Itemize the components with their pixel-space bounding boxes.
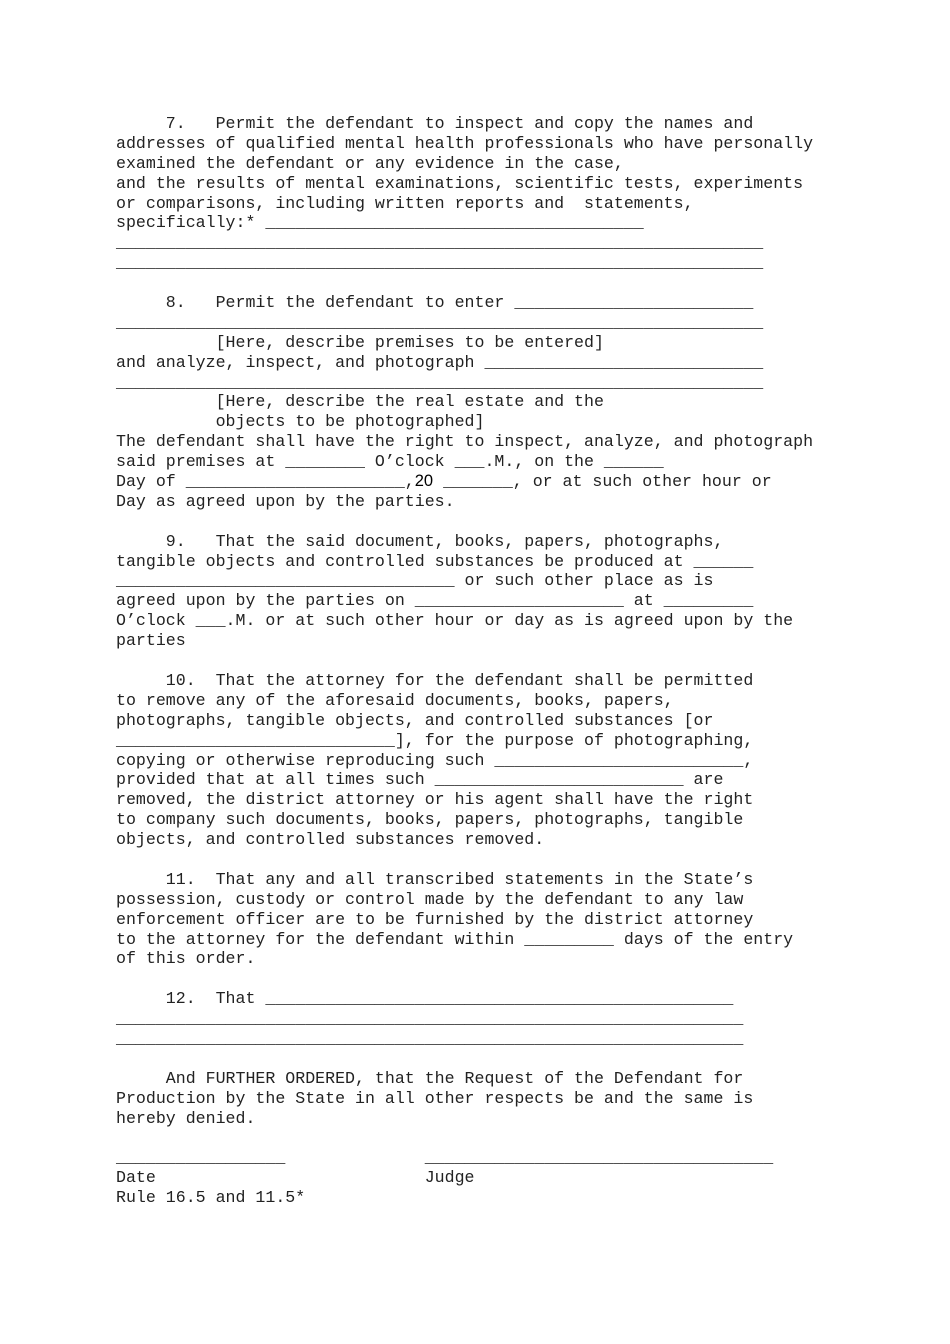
paragraph-8-line-9: said premises at ________ O’clock ___.M., on the ______ — [116, 452, 664, 472]
spacer — [116, 651, 916, 671]
paragraph-7-line-2: addresses of qualified mental health professionals who have personally — [116, 133, 814, 153]
paragraph-7-line-5: or comparisons, including written reports and statements, — [116, 193, 694, 213]
paragraph-9-line-4: agreed upon by the parties on _____________________ at _________ — [116, 591, 754, 611]
paragraph-7-blank-line-1: _________________________________________________________________ — [116, 233, 764, 253]
paragraph-8-line-6: [Here, describe the real estate and the — [116, 392, 604, 412]
paragraph-10 — [116, 671, 916, 850]
paragraph-12-blank-line-2: _______________________________________________________________ — [116, 1028, 744, 1048]
spacer — [116, 273, 916, 293]
paragraph-9 — [116, 532, 916, 651]
paragraph-8-line-11: Day as agreed upon by the parties. — [116, 491, 455, 511]
paragraph-9-line-5: O’clock ___.M. or at such other hour or day as is agreed upon by the — [116, 611, 794, 631]
paragraph-8-day-line — [116, 472, 916, 492]
signature-block — [116, 1148, 916, 1208]
paragraph-10-line-7: removed, the district attorney or his agent shall have the right — [116, 790, 754, 810]
paragraph-8-line-2: _________________________________________________________________ — [116, 312, 764, 332]
spacer — [116, 512, 916, 532]
further-ordered-line-2: Production by the State in all other respects be and the same is — [116, 1088, 754, 1108]
paragraph-10-line-9: objects, and controlled substances removed. — [116, 830, 545, 850]
spacer — [116, 1049, 916, 1069]
paragraph-11-line-2: possession, custody or control made by the defendant to any law — [116, 889, 744, 909]
paragraph-8 — [116, 293, 916, 512]
spacer — [116, 1128, 916, 1148]
paragraph-12 — [116, 989, 916, 1049]
day-of-text-end: _______, or at such other hour or — [433, 472, 772, 492]
paragraph-7-line-1: 7. Permit the defendant to inspect and copy the names and — [116, 114, 754, 133]
paragraph-8-line-8: The defendant shall have the right to inspect, analyze, and photograph — [116, 432, 814, 452]
paragraph-9-line-6: parties — [116, 631, 186, 651]
paragraph-12-line-1: 12. That _______________________________________________ — [116, 989, 734, 1009]
paragraph-9-line-2: tangible objects and controlled substances be produced at ______ — [116, 551, 754, 571]
paragraph-11-line-4: to the attorney for the defendant within _________ days of the entry — [116, 929, 794, 949]
paragraph-7-blank-line-2: _________________________________________________________________ — [116, 253, 764, 273]
paragraph-9-line-3: __________________________________ or such other place as is — [116, 571, 714, 591]
signature-lines: _________________ ___________________________________ — [116, 1148, 774, 1168]
paragraph-8-line-3: [Here, describe premises to be entered] — [116, 332, 604, 352]
paragraph-10-line-1: 10. That the attorney for the defendant shall be permitted — [116, 670, 754, 690]
year-prefix: 20 — [414, 472, 434, 491]
paragraph-8-line-7: objects to be photographed] — [116, 412, 485, 432]
spacer — [116, 969, 916, 989]
court-order-document — [116, 114, 916, 1208]
further-ordered-paragraph — [116, 1069, 916, 1129]
paragraph-12-blank-line-1: _______________________________________________________________ — [116, 1009, 744, 1029]
paragraph-8-line-4: and analyze, inspect, and photograph ____________________________ — [116, 352, 764, 372]
paragraph-7 — [116, 114, 916, 273]
further-ordered-line-3: hereby denied. — [116, 1108, 256, 1128]
paragraph-11-line-5: of this order. — [116, 949, 256, 969]
paragraph-10-line-5: copying or otherwise reproducing such _________________________, — [116, 750, 754, 770]
further-ordered-line-1: And FURTHER ORDERED, that the Request of the Defendant for — [116, 1068, 744, 1088]
paragraph-7-line-3: examined the defendant or any evidence in the case, — [116, 153, 624, 173]
paragraph-10-line-2: to remove any of the aforesaid documents, books, papers, — [116, 690, 674, 710]
paragraph-10-line-6: provided that at all times such _________________________ are — [116, 770, 724, 790]
day-of-text: Day of ______________________, — [116, 472, 415, 492]
date-judge-labels: Date Judge — [116, 1168, 475, 1188]
paragraph-8-line-5: _________________________________________________________________ — [116, 372, 764, 392]
paragraph-8-line-1: 8. Permit the defendant to enter ________________________ — [116, 293, 754, 313]
paragraph-10-line-3: photographs, tangible objects, and controlled substances [or — [116, 710, 714, 730]
paragraph-7-line-4: and the results of mental examinations, scientific tests, experiments — [116, 173, 804, 193]
paragraph-10-line-4: ____________________________], for the purpose of photographing, — [116, 730, 754, 750]
paragraph-11-line-3: enforcement officer are to be furnished by the district attorney — [116, 909, 754, 929]
rule-reference: Rule 16.5 and 11.5* — [116, 1188, 306, 1208]
paragraph-10-line-8: to company such documents, books, papers, photographs, tangible — [116, 810, 744, 830]
paragraph-9-line-1: 9. That the said document, books, papers, photographs, — [116, 531, 724, 551]
paragraph-7-line-6: specifically:* ______________________________________ — [116, 213, 644, 233]
spacer — [116, 850, 916, 870]
paragraph-11 — [116, 870, 916, 969]
paragraph-11-line-1: 11. That any and all transcribed statements in the State’s — [116, 869, 754, 889]
